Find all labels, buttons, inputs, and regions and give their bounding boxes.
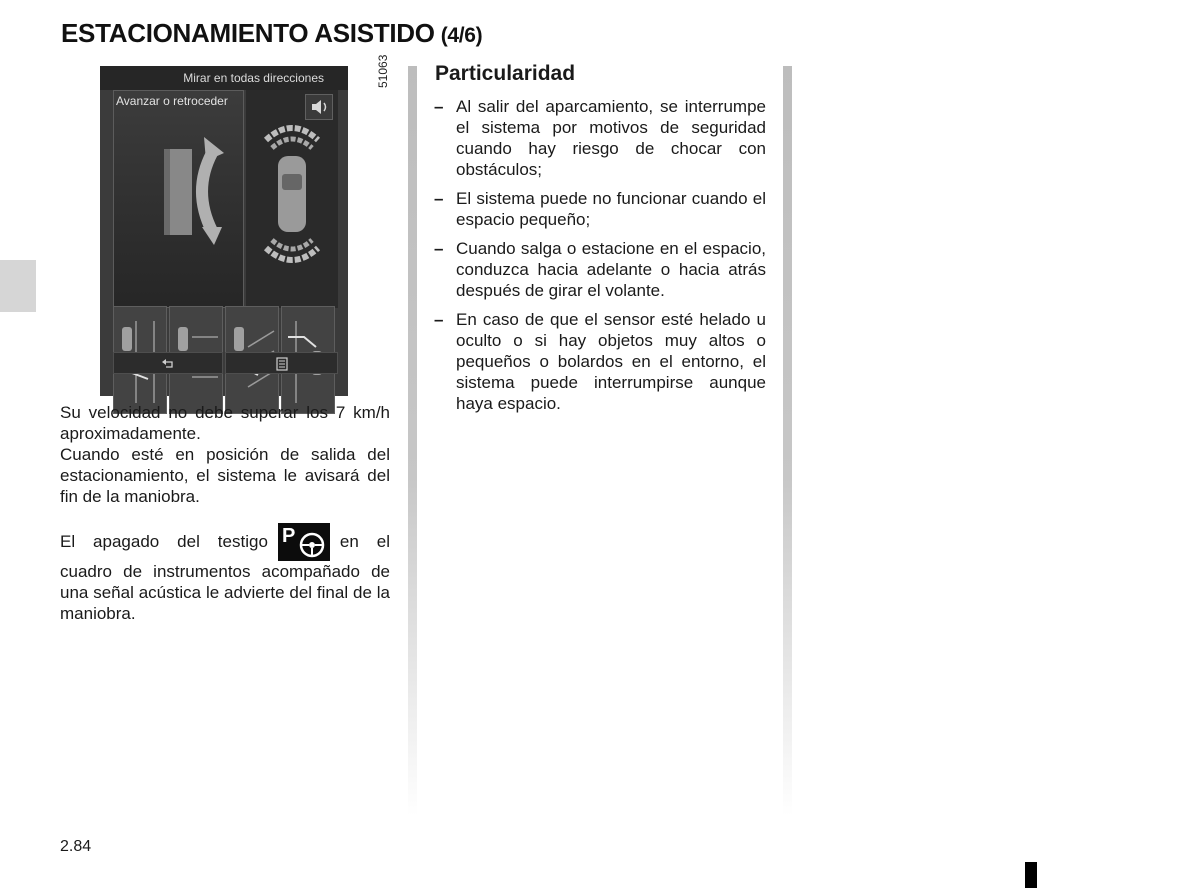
particularidad-list — [434, 96, 766, 422]
park-assist-screen-figure — [100, 66, 348, 396]
column-bar-right — [783, 66, 792, 816]
arrow-tail — [202, 227, 222, 245]
car-shape — [170, 149, 192, 235]
list-item: – En caso de que el sensor esté helado u oculto o si hay objetos muy altos o pequeños o bolardos en el entorno, el sistema puede interrumpirse aunque haya espacio. — [434, 310, 766, 413]
menu-button[interactable] — [225, 352, 338, 374]
title-text: ESTACIONAMIENTO ASISTIDO — [61, 18, 435, 48]
para3-before-text: El apagado del testigo — [60, 532, 268, 551]
title-section: (4/6) — [440, 24, 483, 47]
park-assist-warning-icon — [278, 523, 330, 561]
figure-main-view — [113, 90, 244, 308]
para1-text: Su velocidad no debe superar los 7 km/h aproximadamente. — [60, 403, 390, 443]
page-number: 2.84 — [60, 838, 92, 855]
section-heading: Particularidad — [435, 62, 576, 85]
menu-icon — [275, 357, 289, 371]
figure-sensor-view — [246, 90, 338, 308]
car-sensor-icon — [246, 90, 338, 308]
list-item: – Al salir del aparcamiento, se interrumpe el sistema por motivos de seguridad cuando hay riesgo de chocar con obstáculos; — [434, 97, 766, 179]
curved-arrow — [202, 153, 212, 231]
maneuver-arrow-graphic — [114, 91, 245, 309]
column-bar-left — [408, 66, 417, 816]
warning-light-paragraph — [60, 523, 390, 624]
list-item: – El sistema puede no funcionar cuando el espacio pequeño; — [434, 189, 766, 229]
page-title — [61, 18, 482, 49]
para3-after-text: en el cuadro de instrumentos acompañado de una señal acústica le advierte del final de la maniobra. — [60, 532, 390, 623]
arrow-head — [204, 137, 224, 161]
side-tab — [0, 260, 36, 312]
figure-left-label: Avanzar o retroceder — [116, 94, 228, 108]
corner-mark — [1025, 862, 1037, 888]
back-icon — [161, 357, 175, 371]
figure-code: 51063 — [376, 54, 390, 88]
list-item: – Cuando salga o estacione en el espacio, conduzca hacia adelante o hacia atrás después de girar el volante. — [434, 239, 766, 300]
svg-text:P: P — [281, 525, 296, 547]
figure-bottom-bar — [113, 352, 338, 374]
back-button[interactable] — [113, 352, 223, 374]
speed-paragraph — [60, 402, 390, 507]
figure-top-label: Mirar en todas direcciones — [100, 66, 348, 90]
para2-text: Cuando esté en posición de salida del estacionamiento, el sistema le avisará del fin de la maniobra. — [60, 445, 390, 506]
